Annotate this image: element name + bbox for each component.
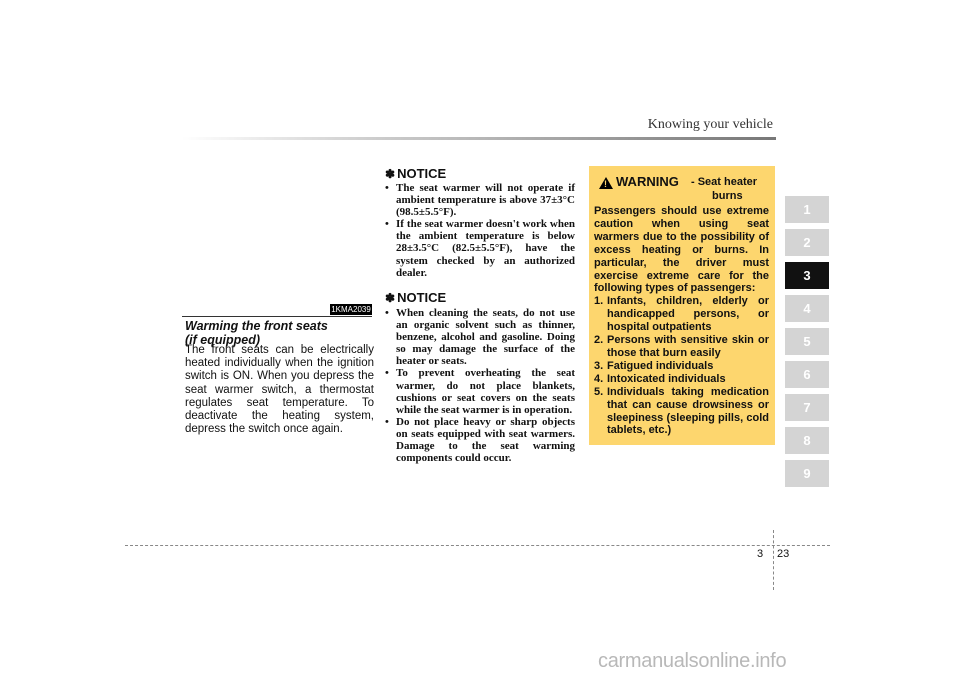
chapter-tab-3[interactable]: 3 — [785, 262, 829, 289]
warning-box — [589, 166, 775, 445]
notice-heading-1 — [385, 166, 446, 182]
footer-chapter-number: 3 — [757, 548, 764, 560]
footer-dashed-rule — [125, 545, 830, 546]
footer-vertical-rule — [773, 530, 774, 590]
warning-item-text: Fatigued individuals — [607, 359, 714, 372]
warning-intro: Passengers should use extreme caution when using seat warmers due to the possibility of excess heating or burns. In particular, the driver must exercise extreme care for the following types of passengers: — [594, 205, 769, 295]
chapter-tab-1[interactable]: 1 — [785, 196, 829, 223]
chapter-tab-8[interactable]: 8 — [785, 427, 829, 454]
warning-item — [594, 295, 769, 334]
warning-item — [594, 386, 769, 438]
warning-item-text: Individuals taking medication that can cause drowsiness or sleepiness (sleeping pills, cold tablets, etc.) — [607, 385, 769, 437]
section-title-qualifier: (if equipped) — [185, 333, 260, 347]
warning-item-number: 3. — [594, 359, 604, 372]
notice-heading-2 — [385, 290, 446, 306]
section-title-main: Warming the front seats — [185, 319, 328, 333]
footer-page-number: 23 — [777, 548, 790, 560]
warning-item-text: Intoxicated individuals — [607, 372, 726, 385]
warning-triangle-icon: ! — [599, 177, 613, 189]
warning-subtitle: - Seat heater — [691, 176, 758, 188]
warning-list — [594, 295, 769, 437]
warning-item-text: Persons with sensitive skin or those that burn easily — [607, 334, 769, 359]
warning-header — [594, 175, 769, 205]
notice-star-icon: ✽ — [385, 291, 396, 305]
warning-item-number: 5. — [594, 385, 604, 398]
chapter-tab-6[interactable]: 6 — [785, 361, 829, 388]
chapter-tab-2[interactable]: 2 — [785, 229, 829, 256]
warning-item-number: 1. — [594, 295, 604, 308]
warning-item — [594, 373, 769, 386]
notice-list-2 — [385, 307, 575, 464]
notice-item: • To prevent overheating the seat warmer, do not place blankets, cushions or seat covers on the seats while the seat warmer is in operation. — [385, 367, 575, 415]
illustration-baseline — [182, 316, 372, 317]
notice-item: • The seat warmer will not operate if ambient temperature is above 37±3°C (98.5±5.5°F). — [385, 182, 575, 218]
section-body-text: The front seats can be electrically heated individually when the ignition switch is ON. When you depress the seat warmer switch, a thermostat regulates seat temperature. To deactivate the heating system, depress the switch once again. — [185, 344, 374, 436]
chapter-tab-9[interactable]: 9 — [785, 460, 829, 487]
warning-item-number: 2. — [594, 334, 604, 347]
warning-item-number: 4. — [594, 372, 604, 385]
illustration-code-label: 1KMA2039 — [331, 305, 371, 314]
chapter-tab-5[interactable]: 5 — [785, 328, 829, 355]
notice-heading-text: NOTICE — [397, 290, 447, 305]
warning-item — [594, 334, 769, 360]
chapter-tab-7[interactable]: 7 — [785, 394, 829, 421]
notice-list-1 — [385, 182, 575, 279]
notice-star-icon: ✽ — [385, 167, 396, 181]
section-title — [185, 319, 375, 347]
header-rule — [182, 137, 776, 140]
running-header-title: Knowing your vehicle — [647, 117, 773, 132]
warning-subtitle-cont: burns — [712, 190, 743, 202]
warning-body — [594, 205, 769, 437]
warning-heading: WARNING — [616, 174, 679, 189]
notice-heading-text: NOTICE — [397, 166, 447, 181]
section-body — [185, 344, 374, 436]
notice-item: • Do not place heavy or sharp objects on seats equipped with seat warmers. Damage to the seat warming components could occur. — [385, 416, 575, 464]
notice-item: • If the seat warmer doesn't work when the ambient temperature is below 28±3.5°C (82.5±5.5°F), have the system checked by an authorized dealer. — [385, 218, 575, 278]
notice-item: • When cleaning the seats, do not use an organic solvent such as thinner, benzene, alcohol and gasoline. Doing so may damage the surface of the heater or seats. — [385, 307, 575, 367]
chapter-tab-4[interactable]: 4 — [785, 295, 829, 322]
watermark: carmanualsonline.info — [598, 650, 787, 672]
warning-item — [594, 360, 769, 373]
warning-item-text: Infants, children, elderly or handicapped persons, or hospital outpatients — [607, 295, 769, 334]
